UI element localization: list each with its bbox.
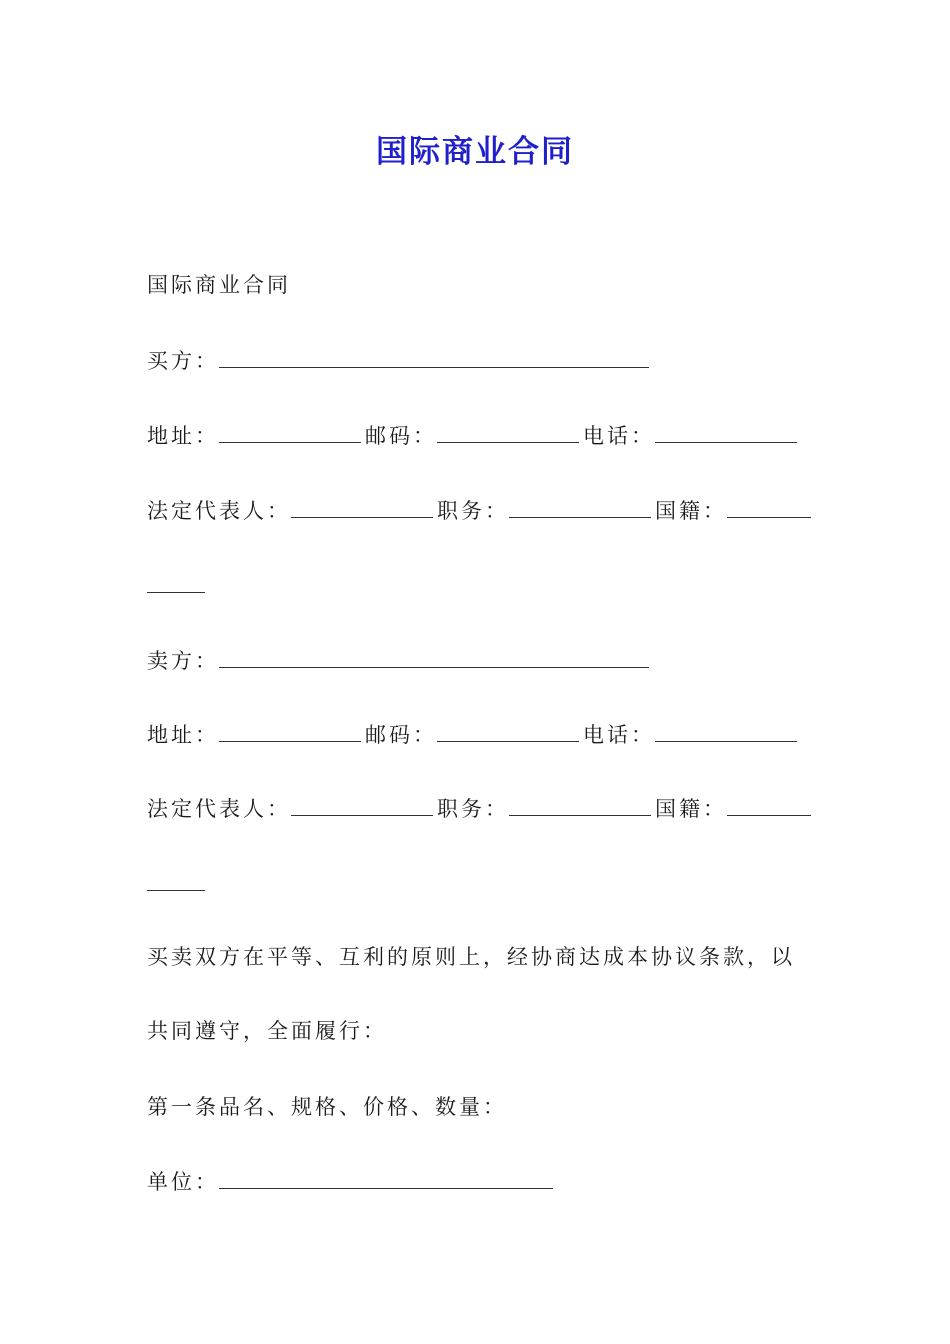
- unit-label: 单位：: [147, 1170, 219, 1194]
- seller-phone-blank[interactable]: [655, 719, 797, 742]
- seller-nationality-blank[interactable]: [727, 793, 811, 816]
- article-1-heading: 第一条品名、规格、价格、数量：: [147, 1095, 507, 1119]
- seller-nationality-label: 国籍：: [655, 797, 727, 821]
- seller-address-label: 地址：: [147, 723, 219, 747]
- document-title: 国际商业合同: [376, 134, 574, 170]
- buyer-nationality-continuation: [147, 570, 209, 600]
- seller-address-blank[interactable]: [219, 719, 361, 742]
- buyer-position-blank[interactable]: [509, 495, 651, 518]
- buyer-address-label: 地址：: [147, 424, 219, 448]
- buyer-phone-label: 电话：: [583, 424, 655, 448]
- document-subtitle: 国际商业合同: [147, 273, 291, 297]
- buyer-zip-blank[interactable]: [437, 420, 579, 443]
- buyer-rep-blank[interactable]: [291, 495, 433, 518]
- preamble-line-1: 买卖双方在平等、互利的原则上，经协商达成本协议条款，以: [147, 945, 795, 969]
- unit-blank[interactable]: [219, 1166, 553, 1189]
- seller-nationality-blank-cont[interactable]: [147, 868, 205, 891]
- seller-rep-label: 法定代表人：: [147, 797, 291, 821]
- buyer-zip-label: 邮码：: [365, 424, 437, 448]
- buyer-phone-blank[interactable]: [655, 420, 797, 443]
- seller-address-row: [147, 719, 797, 749]
- seller-rep-blank[interactable]: [291, 793, 433, 816]
- seller-name-blank[interactable]: [219, 645, 649, 668]
- seller-zip-blank[interactable]: [437, 719, 579, 742]
- buyer-rep-label: 法定代表人：: [147, 499, 291, 523]
- buyer-label: 买方：: [147, 349, 219, 373]
- seller-zip-label: 邮码：: [365, 723, 437, 747]
- seller-position-blank[interactable]: [509, 793, 651, 816]
- seller-phone-label: 电话：: [583, 723, 655, 747]
- buyer-nationality-label: 国籍：: [655, 499, 727, 523]
- buyer-row: [147, 345, 653, 375]
- seller-rep-row: [147, 793, 811, 823]
- buyer-nationality-blank[interactable]: [727, 495, 811, 518]
- buyer-nationality-blank-cont[interactable]: [147, 570, 205, 593]
- seller-nationality-continuation: [147, 868, 209, 898]
- buyer-address-blank[interactable]: [219, 420, 361, 443]
- unit-row: [147, 1166, 557, 1196]
- seller-row: [147, 645, 653, 675]
- seller-position-label: 职务：: [437, 797, 509, 821]
- buyer-position-label: 职务：: [437, 499, 509, 523]
- seller-label: 卖方：: [147, 649, 219, 673]
- buyer-name-blank[interactable]: [219, 345, 649, 368]
- buyer-rep-row: [147, 495, 811, 525]
- buyer-address-row: [147, 420, 797, 450]
- preamble-line-2: 共同遵守，全面履行：: [147, 1019, 387, 1043]
